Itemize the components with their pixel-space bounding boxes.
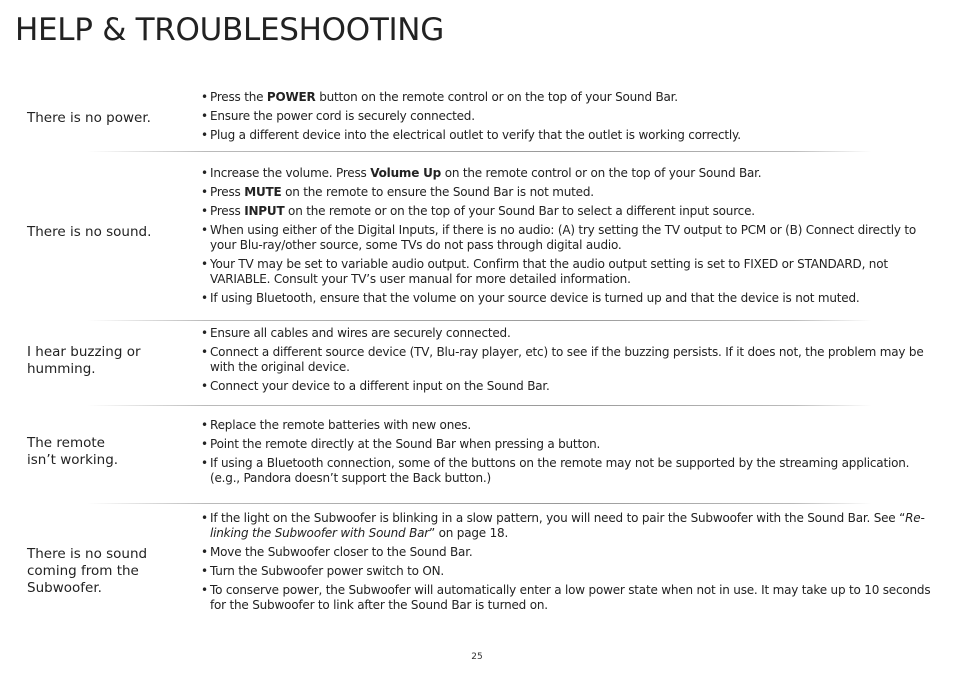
solution-item: • Replace the remote batteries with new ones. (201, 418, 941, 433)
solution-item: • Point the remote directly at the Sound Bar when pressing a button. (201, 437, 941, 452)
solution-item: • Plug a different device into the electrical outlet to verify that the outlet is working correctly. (201, 128, 941, 143)
page-number: 25 (471, 652, 483, 662)
problem-label: The remote isn’t working. (27, 435, 119, 468)
section-divider (87, 151, 872, 152)
solution-item: • Your TV may be set to variable audio output. Confirm that the audio output setting is set to FIXED or STANDARD, not VARIABLE. Consult your TV’s user manual for more detailed information. (201, 257, 941, 287)
section-divider (87, 320, 872, 321)
solution-item: • If using Bluetooth, ensure that the volume on your source device is turned up and that the device is not muted. (201, 291, 941, 306)
solution-item: • To conserve power, the Subwoofer will automatically enter a low power state when not in use. It may take up to 10 seconds for the Subwoofer to link after the Sound Bar is turned on. (201, 583, 941, 613)
solution-item: • When using either of the Digital Inputs, if there is no audio: (A) try setting the TV output to PCM or (B) Connect directly to your Blu-ray/other source, some TVs do not pass through digital audio. (201, 223, 941, 253)
solution-item: • Move the Subwoofer closer to the Sound Bar. (201, 545, 941, 560)
solution-item: • Turn the Subwoofer power switch to ON. (201, 564, 941, 579)
solution-item: • Press MUTE on the remote to ensure the Sound Bar is not muted. (201, 185, 941, 200)
solution-item: • Press INPUT on the remote or on the top of your Sound Bar to select a different input source. (201, 204, 941, 219)
solution-item: • Connect a different source device (TV, Blu-ray player, etc) to see if the buzzing persists. If it does not, the problem may be with the original device. (201, 345, 941, 375)
solution-item: • Increase the volume. Press Volume Up on the remote control or on the top of your Sound Bar. (201, 166, 941, 181)
solution-item: • Ensure the power cord is securely connected. (201, 109, 941, 124)
solution-list (201, 418, 941, 490)
problem-label: There is no sound coming from the Subwoofer. (27, 546, 148, 596)
solution-item: • If the light on the Subwoofer is blinking in a slow pattern, you will need to pair the Subwoofer with the Sound Bar. See “Re-linking the Subwoofer with Sound Bar” on page 18. (201, 511, 941, 541)
section-divider (87, 503, 872, 504)
solution-list (201, 166, 941, 310)
solution-item: • If using a Bluetooth connection, some of the buttons on the remote may not be supported by the streaming application. (e.g., Pandora doesn’t support the Back button.) (201, 456, 941, 486)
solution-list (201, 90, 941, 147)
solution-item: • Press the POWER button on the remote control or on the top of your Sound Bar. (201, 90, 941, 105)
solution-item: • Ensure all cables and wires are securely connected. (201, 326, 941, 341)
solution-list (201, 326, 941, 398)
page-title: HELP & TROUBLESHOOTING (15, 12, 444, 48)
solution-item: • Connect your device to a different input on the Sound Bar. (201, 379, 941, 394)
problem-label: There is no sound. (27, 224, 152, 240)
problem-label: I hear buzzing or humming. (27, 344, 141, 377)
section-divider (87, 405, 872, 406)
solution-list (201, 511, 941, 617)
problem-label: There is no power. (27, 110, 151, 126)
